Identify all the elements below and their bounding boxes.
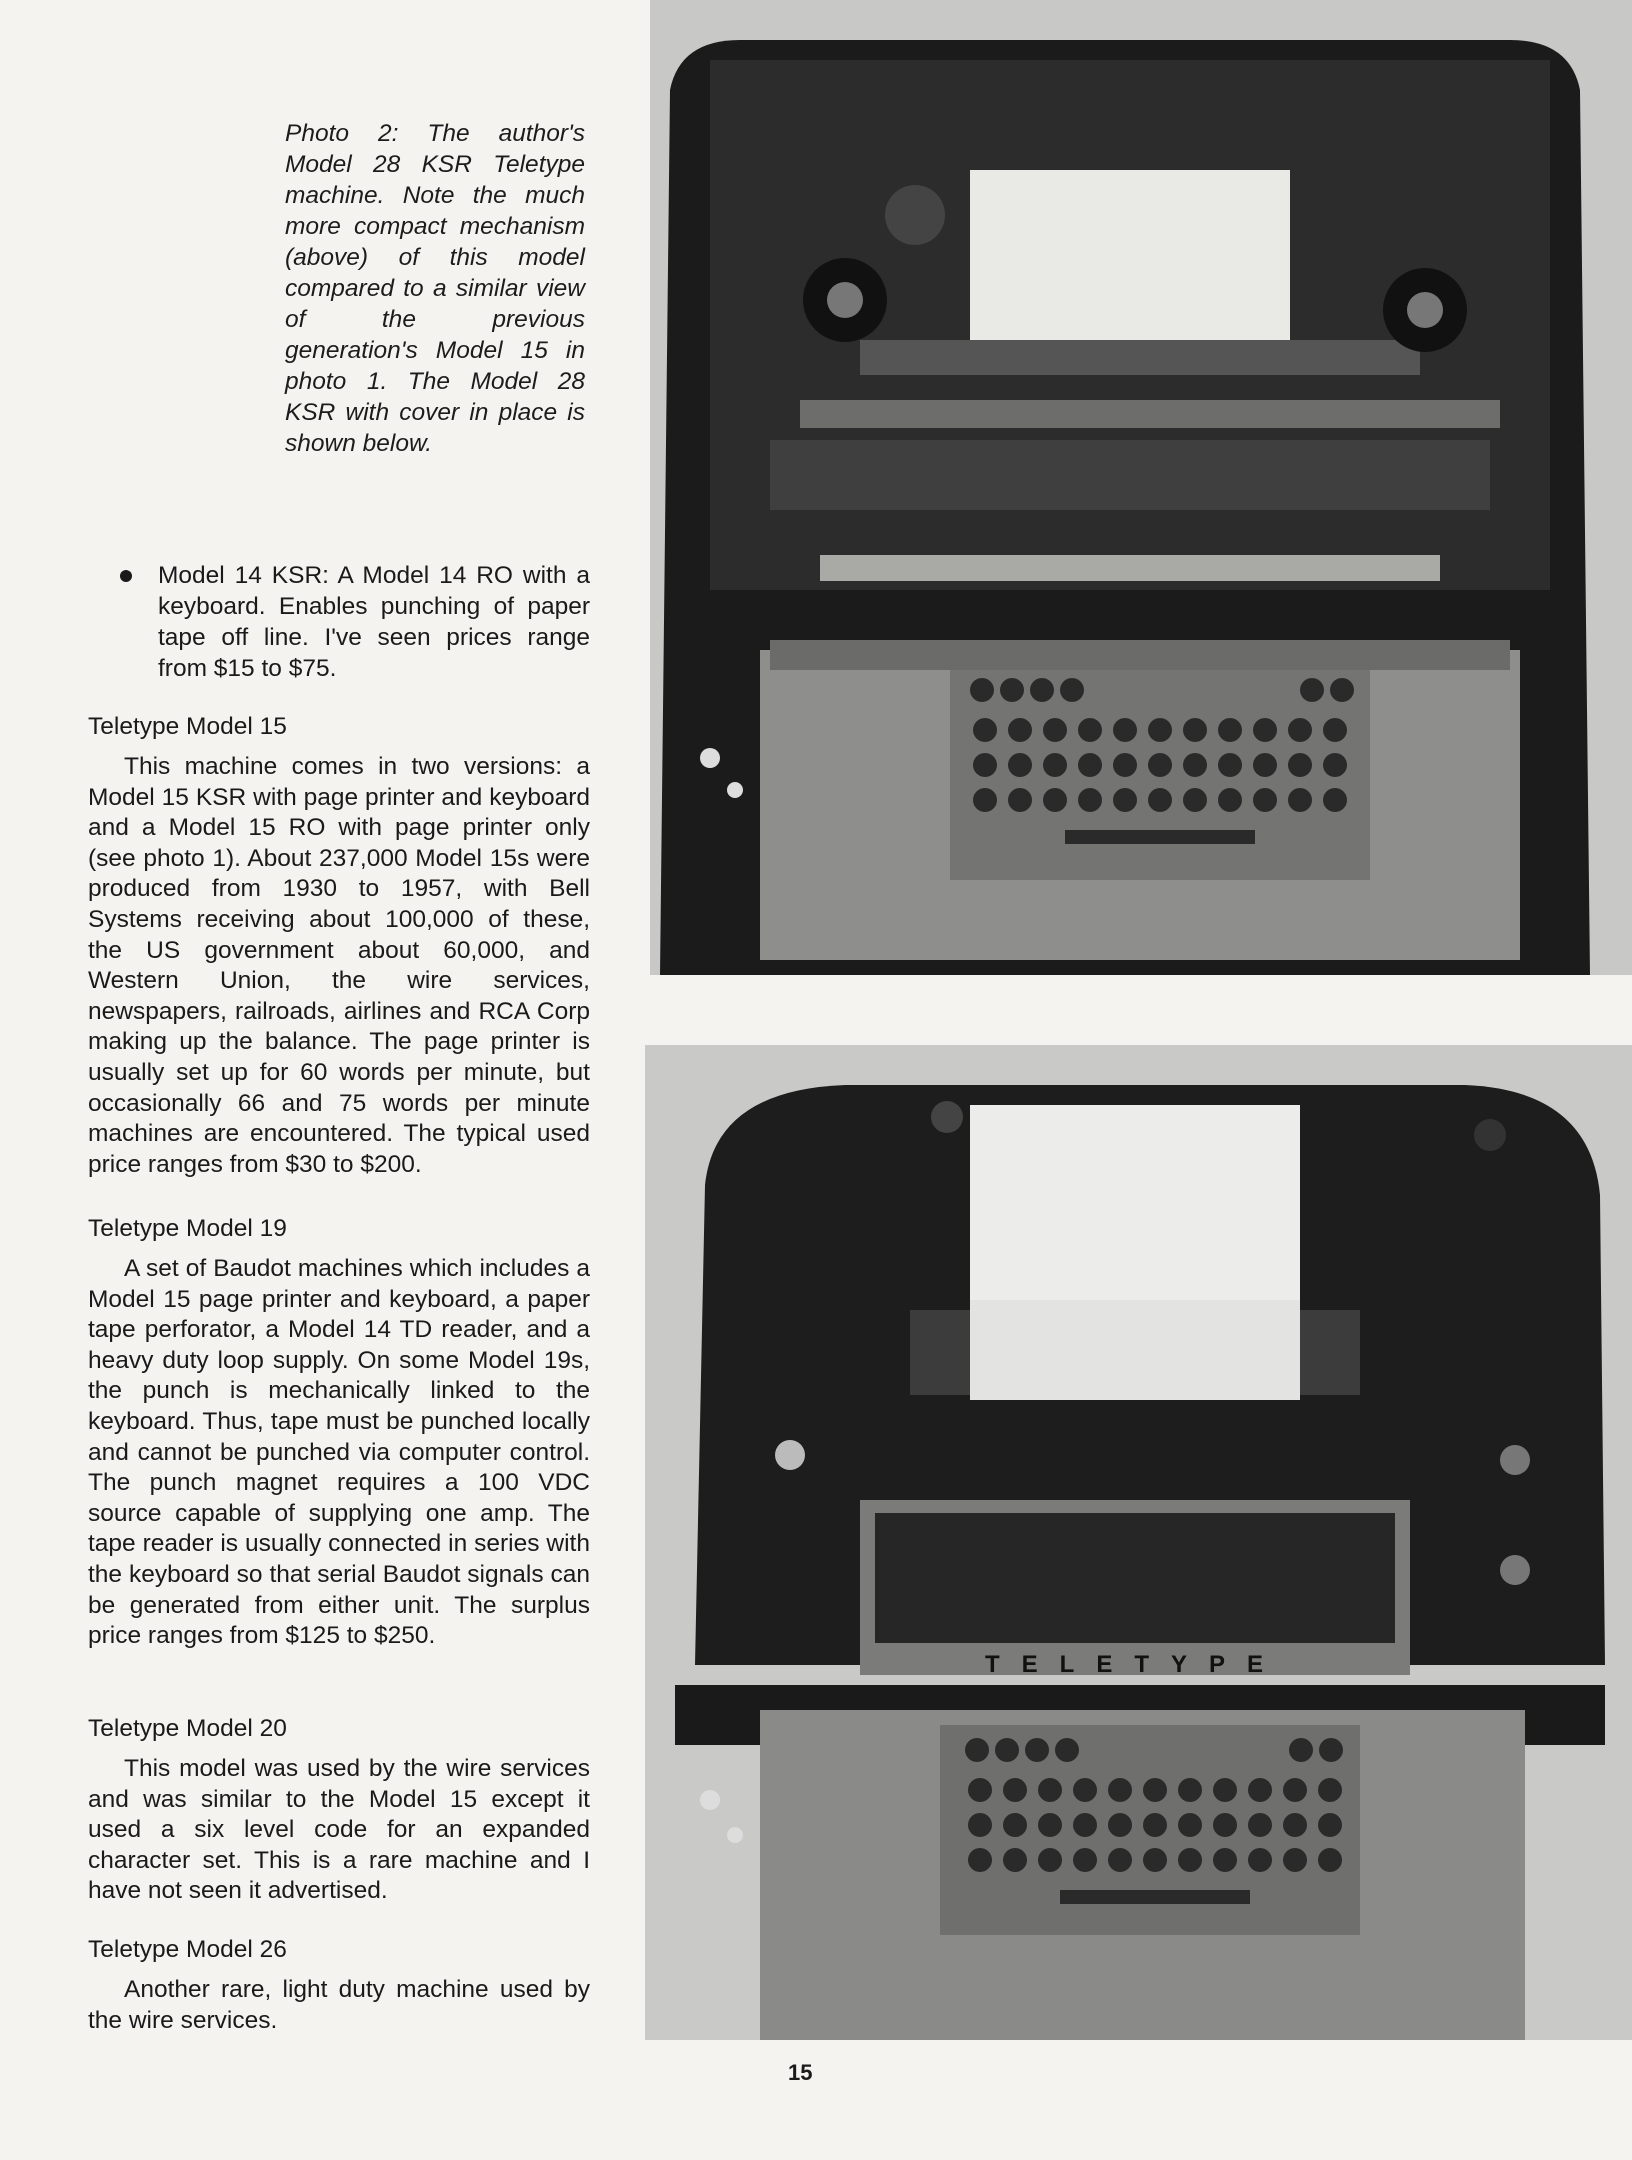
section-body: This machine comes in two versions: a Model 15 KSR with page printer and keyboard and a Model 15 RO with page printer only (see photo 1). About 237,000 Model 15s were produced from 1930 to 1957, with Bell Systems receiving about 100,000 of these, the US government about 60,000, and Western Union, the wire services, newspapers, railroads, airlines and RCA Corp making up the balance. The page printer is usually set up for 60 words per minute, but occasionally 66 and 75 words per minute machines are encountered. The typical used price ranges from $30 to $200. xyxy=(88,753,590,1178)
section-model-20 xyxy=(88,1714,590,1907)
section-heading: Teletype Model 19 xyxy=(88,1215,287,1242)
section-body: Another rare, light duty machine used by the wire services. xyxy=(88,1976,590,2034)
page-number: 15 xyxy=(788,2060,813,2085)
section-body: A set of Baudot machines which includes a Model 15 page printer and keyboard, a paper tape perforator, a Model 14 TD reader, and a heavy duty loop supply. On some Model 19s, the punch is mechanically linked to the keyboard. Thus, tape must be punched locally and cannot be punched via computer control. The punch magnet requires a 100 VDC source capable of supplying one amp. The tape reader is usually connected in series with the keyboard so that serial Baudot signals can be generated from either unit. The surplus price ranges from $125 to $250. xyxy=(88,1255,590,1650)
photo-model-28-closed xyxy=(645,1045,1632,2040)
section-heading: Teletype Model 26 xyxy=(88,1936,287,1963)
teletype-label: TELETYPE xyxy=(984,1651,1286,1678)
photo-caption: Photo 2: The author's Model 28 KSR Teletype machine. Note the much more compact mechanism (above) of this model compared to a similar view of the previous generation's Model 15 in photo 1. The Model 28 KSR with cover in place is shown below. xyxy=(285,120,585,457)
photo-model-28-open xyxy=(650,0,1632,975)
section-model-15 xyxy=(88,712,590,1180)
section-heading: Teletype Model 20 xyxy=(88,1715,287,1742)
section-heading: Teletype Model 15 xyxy=(88,713,287,740)
section-model-19 xyxy=(88,1214,590,1652)
section-body: This model was used by the wire services and was similar to the Model 15 except it used a six level code for an expanded character set. This is a rare machine and I have not seen it advertised. xyxy=(88,1755,590,1905)
bullet-dot xyxy=(120,570,132,582)
bullet-text: Model 14 KSR: A Model 14 RO with a keyboard. Enables punching of paper tape off line. I've seen prices range from $15 to $75. xyxy=(158,562,590,682)
section-model-26 xyxy=(88,1935,590,2036)
bullet-item-model-14-ksr xyxy=(120,560,590,684)
